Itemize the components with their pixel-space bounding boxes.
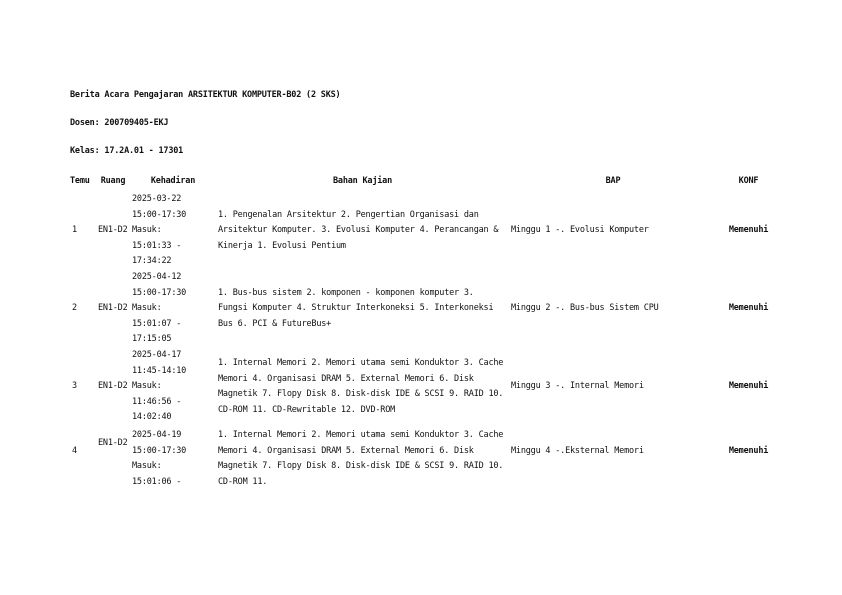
cell-temu: 3 xyxy=(72,381,77,392)
bahan-kajian-text: 1. Internal Memori 2. Memori utama semi Konduktor 3. Cache Memori 4. Organisasi DRAM 5. External Memori 6. Disk Magnetik 7. Flopy Disk 8. Disk-disk IDE & SCSI 9. RAID 10. CD-ROM 11. xyxy=(218,430,504,487)
cell-kehadiran xyxy=(130,270,216,348)
attendance-date: 2025-03-22 xyxy=(132,194,182,205)
cell-temu: 2 xyxy=(72,303,77,314)
attendance-out-time: 17:15:05 xyxy=(132,334,172,345)
attendance-schedule: 11:45-14:10 xyxy=(132,365,187,376)
attendance-date: 2025-04-19 xyxy=(132,430,182,440)
cell-temu: 4 xyxy=(72,446,77,456)
table-row xyxy=(70,270,780,348)
cell-bahan-kajian: 1. Bus-bus sistem 2. komponen - komponen komputer 3. Fungsi Komputer 4. Struktur Interkoneksi 5. Interkoneksi Bus 6. PCI & FutureBus+ xyxy=(218,287,494,329)
column-header-bahan-kajian: Bahan Kajian xyxy=(332,176,392,187)
cell-konfirmasi: Memenuhi xyxy=(728,225,769,236)
cell-bap: Minggu 3 -. Internal Memori xyxy=(511,381,644,392)
cell-konfirmasi: Memenuhi xyxy=(728,381,769,392)
table-row xyxy=(70,348,780,426)
attendance-in-label: Masuk: xyxy=(132,303,162,314)
cell-kehadiran xyxy=(130,348,216,426)
cell-konfirmasi: Memenuhi xyxy=(728,303,769,314)
cell-bap: Minggu 2 -. Bus-bus Sistem CPU xyxy=(511,303,659,314)
cell-bahan-kajian: 1. Internal Memori 2. Memori utama semi Konduktor 3. Cache Memori 4. Organisasi DRAM 5. External Memori 6. Disk Magnetik 7. Flopy Disk 8. Disk-disk IDE & SCSI 9. RAID 10. CD-ROM 11. CD-Rewritable 12. DVD-ROM xyxy=(218,358,504,415)
attendance-in-label: Masuk: xyxy=(132,225,162,236)
cell-bap: Minggu 4 -.Eksternal Memori xyxy=(511,446,644,456)
attendance-schedule: 15:00-17:30 xyxy=(132,287,187,298)
attendance-schedule: 15:00-17:30 xyxy=(132,445,187,456)
cell-bahan-kajian: 1. Pengenalan Arsitektur 2. Pengertian Organisasi dan Arsitektur Komputer. 3. Evolusi Komputer 4. Perancangan & Kinerja 1. Evolusi Pentium xyxy=(218,209,499,251)
column-header-ruang: Ruang xyxy=(100,176,126,187)
lecturer-line: Dosen: 200709405-EKJ xyxy=(70,118,169,128)
attendance-in-time: 15:01:06 - xyxy=(132,476,182,487)
cell-temu: 1 xyxy=(72,225,77,236)
attendance-in-time: 15:01:07 - xyxy=(132,318,182,329)
attendance-in-label: Masuk: xyxy=(132,381,162,392)
cell-kehadiran xyxy=(130,426,216,504)
column-header-konfirmasi: KONF xyxy=(738,176,759,187)
cell-bahan-kajian xyxy=(216,426,509,504)
column-header-kehadiran: Kehadiran xyxy=(150,176,196,187)
cell-ruang: EN1-D2 xyxy=(98,225,128,236)
attendance-out-time: 17:34:22 xyxy=(132,256,172,267)
cell-konfirmasi: Memenuhi xyxy=(728,446,769,456)
table-header-row xyxy=(70,172,780,192)
cell-ruang: EN1-D2 xyxy=(98,303,128,314)
cell-ruang: EN1-D2 xyxy=(98,438,128,448)
attendance-in-label: Masuk: xyxy=(132,461,162,471)
attendance-date: 2025-04-17 xyxy=(132,350,182,361)
teaching-report-table xyxy=(70,172,780,504)
document-title: Berita Acara Pengajaran ARSITEKTUR KOMPUTER-B02 (2 SKS) xyxy=(70,90,341,100)
attendance-date: 2025-04-12 xyxy=(132,272,182,283)
attendance-in-time: 15:01:33 - xyxy=(132,240,182,251)
attendance-schedule: 15:00-17:30 xyxy=(132,209,187,220)
cell-kehadiran xyxy=(130,192,216,270)
column-header-bap: BAP xyxy=(605,176,621,187)
cell-bap: Minggu 1 -. Evolusi Komputer xyxy=(511,225,649,236)
attendance-out-time: 14:02:40 xyxy=(132,412,172,423)
table-row xyxy=(70,192,780,270)
column-header-temu: Temu xyxy=(70,176,90,187)
attendance-in-time: 11:46:56 - xyxy=(132,396,182,407)
table-row xyxy=(70,426,780,504)
class-line: Kelas: 17.2A.01 - 17301 xyxy=(70,146,184,156)
cell-ruang: EN1-D2 xyxy=(98,381,128,392)
